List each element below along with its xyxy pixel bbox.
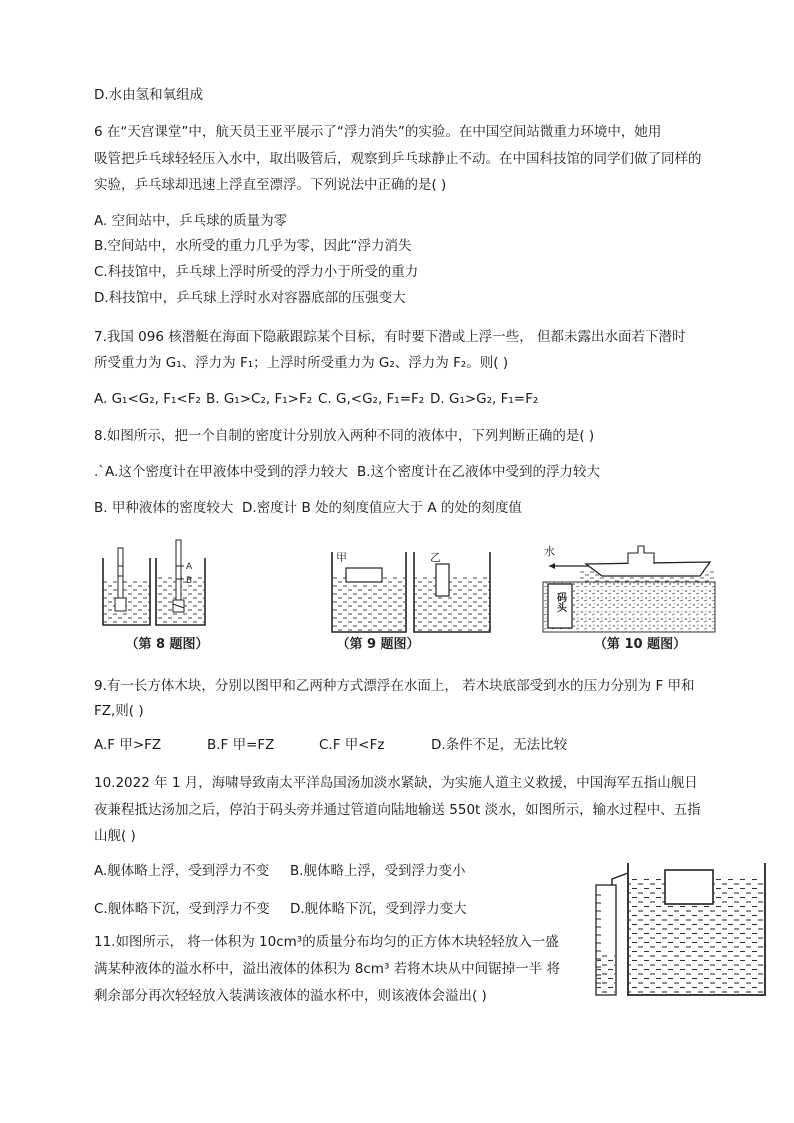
label-jia: 甲 [336,551,347,564]
q10-stem-line: 夜兼程抵达汤加之后，停泊于码头旁并通过管道向陆地输送 550t 淡水，如图所示，输水过程中、五指 [94,802,701,818]
label-yi: 乙 [430,551,441,564]
q6-option-c: C.科技馆中，乒乓球上浮时所受的浮力小于所受的重力 [94,264,419,280]
label-a: A [186,562,193,572]
label-dock: 码头 [554,592,566,612]
hydrometer-right-bulb [173,600,184,612]
wooden-block [665,870,713,904]
figure-8-hydrometers [98,536,212,630]
block-vertical [436,564,449,596]
figure-10-caption: （第 10 题图） [593,637,687,652]
q7-stem-line: 7.我国 096 核潜艇在海面下隐蔽跟踪某个目标，有时要下潜或上浮一些， 但都未露出水面若下潜时 [94,329,686,345]
q8-option-d: D.密度计 B 处的刻度值应大于 A 的处的刻度值 [242,500,522,516]
q10-option-a: A.舰体略上浮，受到浮力不变 [94,863,270,879]
hydrometer-left-bulb [115,598,126,611]
q6-stem-line: 6 在“天宫课堂”中，航天员王亚平展示了“浮力消失”的实验。在中国空间站微重力环境中，她用 [94,124,662,140]
figure-9-floating-blocks [328,548,494,636]
q6-option-a: A. 空间站中，乒乓球的质量为零 [94,213,288,229]
label-water: 水 [544,545,555,558]
q9-option-b: B.F 甲=FZ [207,737,275,753]
q9-option-c: C.F 甲<Fz [319,737,385,753]
q11-stem-line: 剩余部分再次轻轻放入装满该液体的溢水杯中，则该液体会溢出( ) [94,988,487,1004]
q9-stem-line: FZ,则( ) [94,703,144,719]
q9-option-d: D.条件不足，无法比较 [431,737,568,753]
q7-option-b: B. G₁>C₂, F₁>F₂ [206,391,313,407]
q6-option-d: D.科技馆中，乒乓球上浮时水对容器底部的压强变大 [94,290,406,306]
q8-option-a: .`A.这个密度计在甲液体中受到的浮力较大 [94,464,348,480]
figure-9-caption: （第 9 题图） [336,637,420,652]
figure-10-ship-at-dock [540,540,718,634]
flow-arrow-head [549,563,555,569]
q10-option-b: B.舰体略上浮，受到浮力变小 [290,863,466,879]
q9-option-a: A.F 甲>FZ [94,737,162,753]
q6-stem-line: 吸管把乒乓球轻轻压入水中，取出吸管后，观察到乒乓球静止不动。在中国科技馆的同学们做了同样的 [94,151,702,167]
q7-stem-line: 所受重力为 G₁、浮力为 F₁；上浮时所受重力为 G₂、浮力为 F₂。则( ) [94,355,509,371]
q6-option-b: B.空间站中，水所受的重力几乎为零，因此“浮力消失 [94,238,412,254]
q8-option-b: B.这个密度计在乙液体中受到的浮力较大 [357,464,601,480]
figure-8-caption: （第 8 题图） [125,637,209,652]
block-horizontal [346,568,382,582]
q10-stem-line: 山舰( ) [94,828,136,844]
container-left-liquid [332,576,406,632]
q11-stem-line: 满某种液体的溢水杯中，溢出液体的体积为 8cm³ 若将木块从中间锯掉一半 将 [94,961,560,977]
q11-stem-line: 11.如图所示， 将一体积为 10cm³的质量分布均匀的正方体木块轻轻放入一盛 [94,934,559,950]
q6-stem-line: 实验，乒乓球却迅速上浮直至漂浮。下列说法中正确的是( ) [94,177,447,193]
q10-option-d: D.舰体略下沉，受到浮力变大 [290,901,467,917]
q8-option-c: B. 甲种液体的密度较大 [94,500,234,516]
ship-superstructure [628,546,654,564]
figure-11-overflow-cup [590,855,770,1000]
label-b: B [186,576,193,586]
q7-option-d: D. G₁>G₂, F₁=F₂ [430,391,539,407]
q10-stem-line: 10.2022 年 1 月，海啸导致南太平洋岛国汤加淡水紧缺，为实施人道主义救援，中国海军五指山舰日 [94,775,698,791]
q10-option-c: C.舰体略下沉，受到浮力不变 [94,901,270,917]
q9-stem-line: 9.有一长方体木块，分别以图甲和乙两种方式漂浮在水面上， 若木块底部受到水的压力分别为 F 甲和 [94,678,695,694]
ship-hull [586,562,710,576]
q7-option-c: C. G,<G₂, F₁=F₂ [318,391,425,407]
hydrometer-left-stem [118,548,123,598]
q5-option-d: D.水由氢和氧组成 [94,87,204,103]
container-right-liquid [414,576,490,632]
q8-stem-line: 8.如图所示，把一个自制的密度计分别放入两种不同的液体中，下列判断正确的是( ) [94,428,595,444]
overflow-spout [612,873,628,885]
q7-option-a: A. G₁<G₂, F₁<F₂ [94,391,201,407]
hydrometer-right-stem [176,540,181,600]
